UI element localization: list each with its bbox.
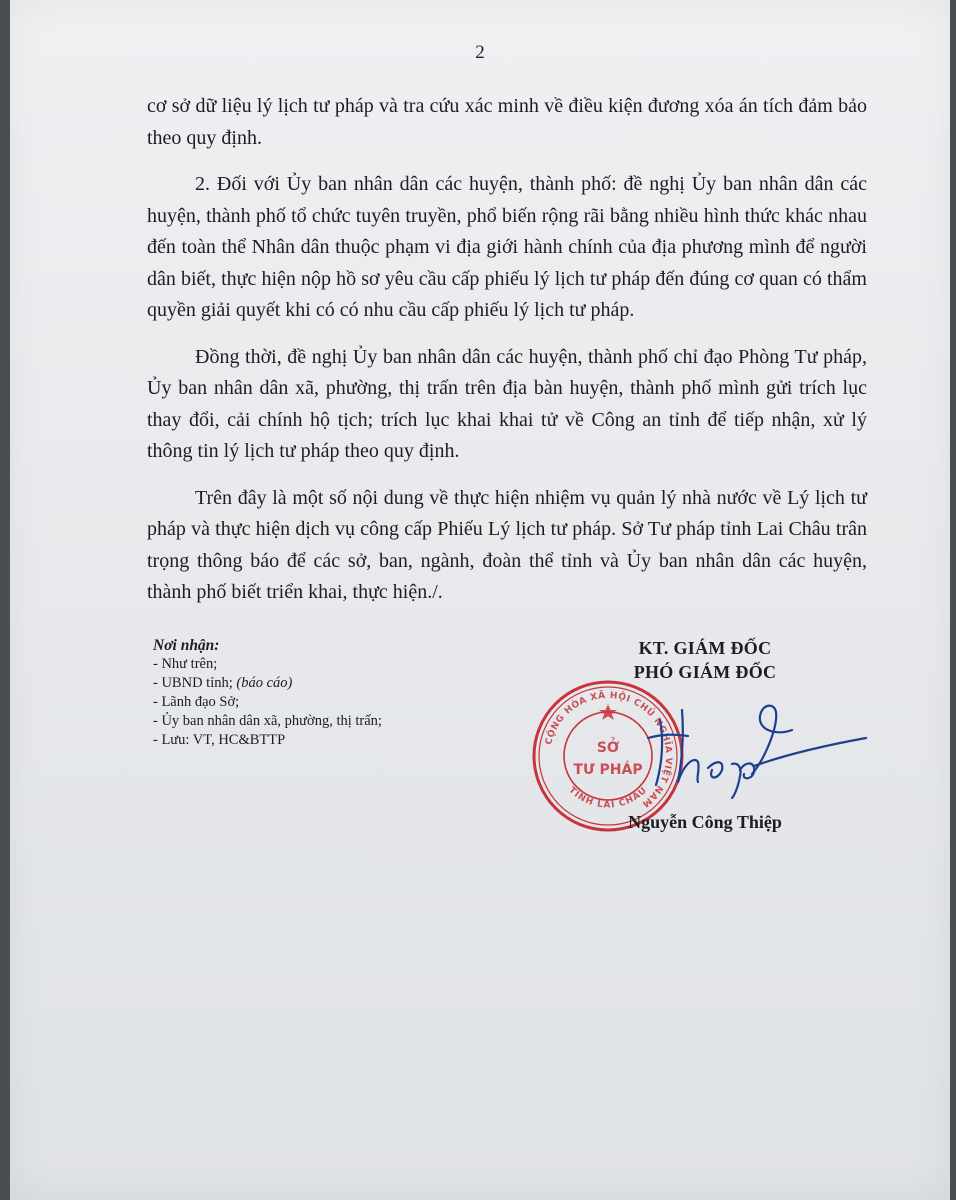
- page-number: 2: [475, 42, 485, 63]
- recipient-item: - Lưu: VT, HC&BTTP: [153, 732, 286, 748]
- recipient-item: - Như trên;: [153, 656, 218, 672]
- recipient-item: - Lãnh đạo Sở;: [153, 694, 240, 710]
- handwritten-signature-icon: [642, 690, 872, 800]
- signer-position: PHÓ GIÁM ĐỐC: [633, 662, 777, 682]
- paragraph-district-committee: 2. Đối với Ủy ban nhân dân các huyện, thành phố: đề nghị Ủy ban nhân dân các huyện, thành phố tổ chức tuyên truyền, phổ biến rộng rãi bằng nhiều hình thức khác nhau đến toàn thể Nhân dân thuộc phạm vi địa giới hành chính của địa phương mình để người dân biết, thực hiện nộp hồ sơ yêu cầu cấp phiếu lý lịch tư pháp đến đúng cơ quan có thẩm quyền giải quyết khi có có nhu cầu cấp phiếu lý lịch tư pháp.: [147, 173, 867, 321]
- recipient-item: - Ủy ban nhân dân xã, phường, thị trấn;: [153, 713, 382, 729]
- recipients-heading: Nơi nhận:: [153, 637, 220, 654]
- document-body: [147, 91, 867, 624]
- seal-center-bottom: TƯ PHÁP: [573, 762, 643, 778]
- seal-ring-text: CỘNG HÒA XÃ HỘI CHỦ NGHĨA VIỆT NAM: [544, 690, 674, 809]
- recipient-item: - UBND tỉnh; (báo cáo): [153, 675, 293, 691]
- seal-center-top: SỞ: [596, 740, 620, 756]
- paragraph-continuation: cơ sở dữ liệu lý lịch tư pháp và tra cứu xác minh về điều kiện đương xóa án tích đảm bảo theo quy định.: [147, 95, 867, 149]
- seal-province-text: TỈNH LAI CHÂU: [566, 785, 650, 811]
- recipients-list: [153, 636, 513, 750]
- paragraph-simultaneously: Đồng thời, đề nghị Ủy ban nhân dân các huyện, thành phố chỉ đạo Phòng Tư pháp, Ủy ban nhân dân xã, phường, thị trấn trên địa bàn huyện, thành phố mình gửi trích lục thay đổi, cải chính hộ tịch; trích lục khai khai tử về Công an tỉnh để tiếp nhận, xử lý thông tin lý lịch tư pháp theo quy định.: [147, 345, 867, 462]
- document-page: [10, 0, 950, 1200]
- signer-authority: KT. GIÁM ĐỐC: [638, 638, 772, 658]
- recipient-note: (báo cáo): [236, 675, 293, 691]
- paragraph-conclusion: Trên đây là một số nội dung về thực hiện nhiệm vụ quản lý nhà nước về Lý lịch tư pháp và thực hiện dịch vụ công cấp Phiếu Lý lịch tư pháp. Sở Tư pháp tỉnh Lai Châu trân trọng thông báo để các sở, ban, ngành, đoàn thể tỉnh và Ủy ban nhân dân các huyện, thành phố biết triển khai, thực hiện./.: [147, 486, 867, 603]
- signer-name: Nguyễn Công Thiệp: [628, 812, 782, 832]
